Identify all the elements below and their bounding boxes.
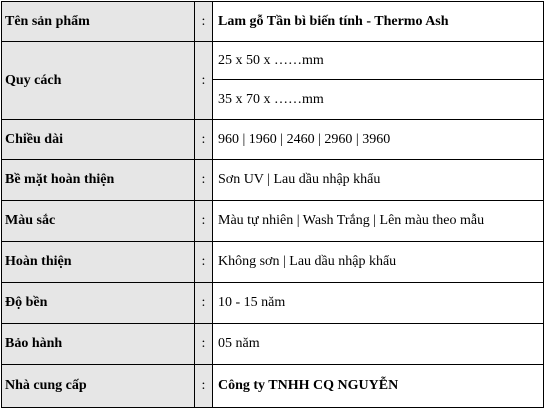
row-label-supplier: Nhà cung cấp	[2, 365, 195, 408]
row-value-supplier: Công ty TNHH CQ NGUYỄN	[213, 365, 544, 408]
table-row-specification	[2, 42, 544, 80]
table-row-durability	[2, 283, 544, 324]
row-value-specification-2: 35 x 70 x ……mm	[213, 80, 544, 120]
row-value-color: Màu tự nhiên | Wash Trắng | Lên màu theo mẫu	[213, 201, 544, 242]
row-label-product-name: Tên sản phẩm	[2, 2, 195, 42]
row-label-surface-finish: Bề mặt hoàn thiện	[2, 160, 195, 201]
row-colon: :	[195, 2, 213, 42]
table-row-supplier	[2, 365, 544, 408]
row-value-durability: 10 - 15 năm	[213, 283, 544, 324]
row-colon: :	[195, 120, 213, 160]
row-colon: :	[195, 242, 213, 283]
row-colon: :	[195, 324, 213, 365]
row-label-durability: Độ bền	[2, 283, 195, 324]
row-colon: :	[195, 283, 213, 324]
row-label-specification: Quy cách	[2, 42, 195, 120]
row-label-finishing: Hoàn thiện	[2, 242, 195, 283]
row-colon: :	[195, 365, 213, 408]
row-label-length: Chiều dài	[2, 120, 195, 160]
table-row-length	[2, 120, 544, 160]
row-label-color: Màu sắc	[2, 201, 195, 242]
table-row-finishing	[2, 242, 544, 283]
table-row-warranty	[2, 324, 544, 365]
row-value-finishing: Không sơn | Lau dầu nhập khẩu	[213, 242, 544, 283]
row-value-product-name: Lam gỗ Tần bì biến tính - Thermo Ash	[213, 2, 544, 42]
row-colon: :	[195, 201, 213, 242]
table-row-surface-finish	[2, 160, 544, 201]
row-label-warranty: Bảo hành	[2, 324, 195, 365]
table-row-color	[2, 201, 544, 242]
row-value-specification-1: 25 x 50 x ……mm	[213, 42, 544, 80]
row-colon: :	[195, 42, 213, 120]
product-spec-table	[1, 1, 544, 408]
row-value-length: 960 | 1960 | 2460 | 2960 | 3960	[213, 120, 544, 160]
row-value-surface-finish: Sơn UV | Lau dầu nhập khẩu	[213, 160, 544, 201]
row-value-warranty: 05 năm	[213, 324, 544, 365]
row-colon: :	[195, 160, 213, 201]
table-row-product-name	[2, 2, 544, 42]
